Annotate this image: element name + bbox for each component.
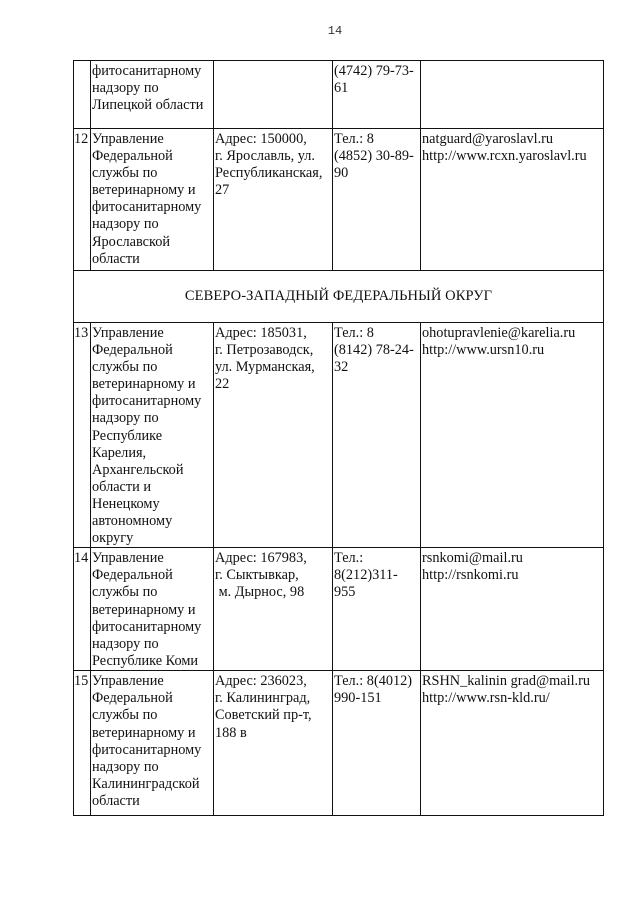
table-row <box>74 61 604 129</box>
phone-cell: Тел.: 8 (4852) 30-89- 90 <box>333 129 421 271</box>
org-name-cell: Управление Федеральной службы по ветеринарному и фитосанитарному надзору по Ярославской области <box>91 129 214 271</box>
row-number: 15 <box>74 671 91 816</box>
org-name-cell: Управление Федеральной службы по ветеринарному и фитосанитарному надзору по Республике Коми <box>91 548 214 671</box>
row-number <box>74 61 91 129</box>
section-heading: СЕВЕРО-ЗАПАДНЫЙ ФЕДЕРАЛЬНЫЙ ОКРУГ <box>74 271 604 323</box>
phone-cell: Тел.: 8 (8142) 78-24- 32 <box>333 323 421 548</box>
phone-cell: Тел.: 8(4012) 990-151 <box>333 671 421 816</box>
address-cell: Адрес: 150000, г. Ярославль, ул. Республиканская, 27 <box>214 129 333 271</box>
table-row <box>74 671 604 816</box>
address-cell: Адрес: 185031, г. Петрозаводск, ул. Мурманская, 22 <box>214 323 333 548</box>
contacts-cell <box>421 61 604 129</box>
phone-cell: Тел.: 8(212)311- 955 <box>333 548 421 671</box>
contacts-cell: RSHN_kalinin grad@mail.ru http://www.rsn-kld.ru/ <box>421 671 604 816</box>
row-number: 12 <box>74 129 91 271</box>
row-number: 13 <box>74 323 91 548</box>
table-row <box>74 323 604 548</box>
org-name-cell: фитосанитарному надзору по Липецкой области <box>91 61 214 129</box>
address-cell: Адрес: 236023, г. Калининград, Советский пр-т, 188 в <box>214 671 333 816</box>
registry-table <box>73 60 604 816</box>
phone-cell: (4742) 79-73- 61 <box>333 61 421 129</box>
contacts-cell: ohotupravlenie@karelia.ru http://www.ursn10.ru <box>421 323 604 548</box>
org-name-cell: Управление Федеральной службы по ветеринарному и фитосанитарному надзору по Калининградской области <box>91 671 214 816</box>
address-cell <box>214 61 333 129</box>
table-row <box>74 548 604 671</box>
section-row <box>74 271 604 323</box>
row-number: 14 <box>74 548 91 671</box>
contacts-cell: natguard@yaroslavl.ru http://www.rcxn.yaroslavl.ru <box>421 129 604 271</box>
address-cell: Адрес: 167983, г. Сыктывкар, м. Дырнос, 98 <box>214 548 333 671</box>
table-row <box>74 129 604 271</box>
contacts-cell: rsnkomi@mail.ru http://rsnkomi.ru <box>421 548 604 671</box>
org-name-cell: Управление Федеральной службы по ветеринарному и фитосанитарному надзору по Республике Карелия, Архангельской области и Ненецкому автономному округу <box>91 323 214 548</box>
page-number: 14 <box>327 24 343 38</box>
